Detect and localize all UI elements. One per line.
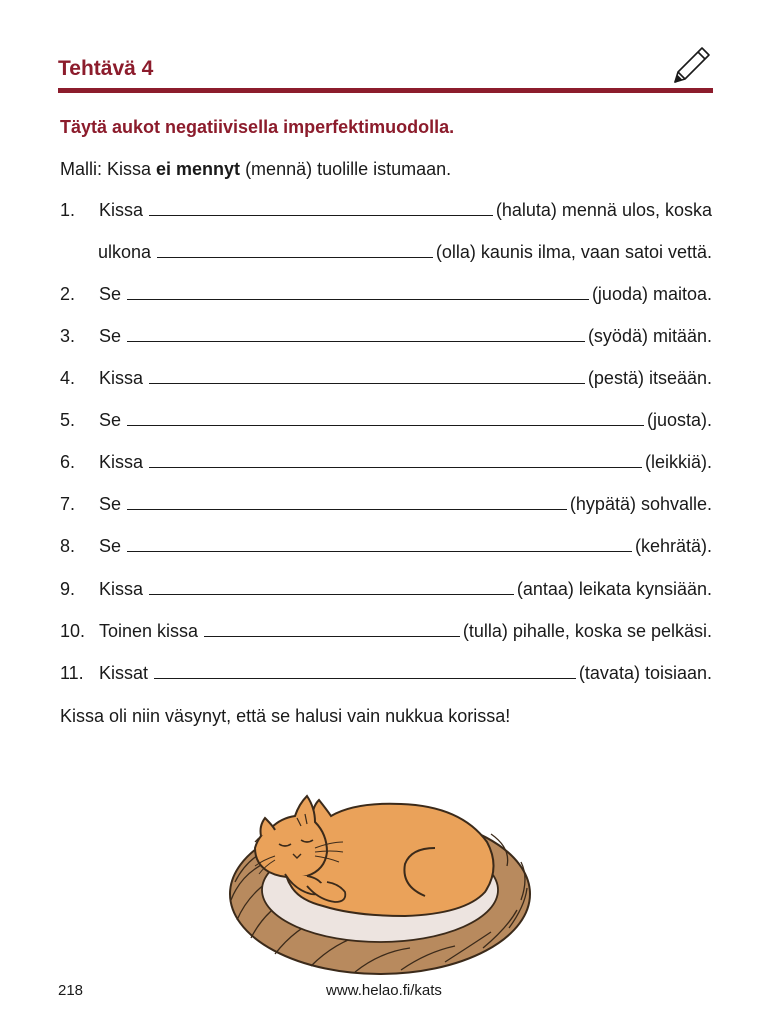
exercise-verb-hint: (antaa) leikata kynsiään. [516, 579, 712, 599]
answer-blank[interactable] [127, 411, 644, 426]
exercise-subject: Se [99, 494, 122, 514]
exercise-line [98, 242, 712, 268]
exercise-line [60, 536, 712, 562]
header-rule [58, 88, 713, 93]
exercise-line [60, 200, 712, 226]
exercise-number: 1. [60, 200, 76, 220]
answer-blank[interactable] [149, 201, 493, 216]
answer-blank[interactable] [149, 369, 585, 384]
exercise-header [58, 52, 713, 96]
exercise-sentence [99, 284, 712, 305]
answer-blank[interactable] [127, 285, 589, 300]
answer-blank[interactable] [204, 622, 460, 637]
conclusion-text: Kissa oli niin väsynyt, että se halusi vain nukkua korissa! [60, 706, 511, 726]
exercise-verb-hint: (tavata) toisiaan. [578, 663, 712, 683]
exercise-verb-hint: (tulla) pihalle, koska se pelkäsi. [462, 621, 712, 641]
answer-blank[interactable] [154, 664, 576, 679]
exercise-number: 9. [60, 579, 76, 599]
footer-url: www.helao.fi/kats [326, 982, 442, 999]
exercise-number: 3. [60, 326, 76, 346]
exercise-sentence [98, 242, 712, 263]
exercise-sentence [99, 200, 712, 221]
answer-blank[interactable] [157, 243, 433, 258]
exercise-number: 2. [60, 284, 76, 304]
exercise-verb-hint: (kehrätä). [634, 536, 712, 556]
exercise-number: 7. [60, 494, 76, 514]
exercise-title: Tehtävä 4 [58, 57, 154, 80]
exercise-subject: Se [99, 410, 122, 430]
exercise-sentence [99, 368, 712, 389]
exercise-line [60, 663, 712, 689]
exercise-number: 6. [60, 452, 76, 472]
exercise-verb-hint: (hypätä) sohvalle. [569, 494, 712, 514]
exercise-subject: Kissat [99, 663, 149, 683]
exercise-number: 8. [60, 536, 76, 556]
exercise-number: 4. [60, 368, 76, 388]
exercise-verb-hint: (olla) kaunis ilma, vaan satoi vettä. [435, 242, 712, 262]
example-prefix: Malli: Kissa [60, 159, 157, 179]
exercise-verb-hint: (haluta) mennä ulos, koska [495, 200, 712, 220]
exercise-subject: Toinen kissa [99, 621, 199, 641]
exercise-line [60, 579, 712, 605]
exercise-line [60, 368, 712, 394]
exercise-line [60, 284, 712, 310]
answer-blank[interactable] [149, 580, 514, 595]
exercise-subject: Se [99, 326, 122, 346]
exercise-sentence [99, 326, 712, 347]
exercise-sentence [99, 663, 712, 684]
sleeping-cat-in-basket-illustration [215, 782, 545, 982]
exercise-subject: ulkona [98, 242, 152, 262]
answer-blank[interactable] [127, 495, 567, 510]
exercise-subject: Kissa [99, 368, 144, 388]
exercise-verb-hint: (juoda) maitoa. [591, 284, 712, 304]
exercise-verb-hint: (leikkiä). [644, 452, 712, 472]
exercise-line [60, 494, 712, 520]
answer-blank[interactable] [127, 537, 632, 552]
exercise-sentence [99, 621, 712, 642]
example-suffix: (mennä) tuolille istumaan. [240, 159, 452, 179]
exercise-subject: Kissa [99, 579, 144, 599]
exercise-line [60, 326, 712, 352]
exercise-verb-hint: (juosta). [646, 410, 712, 430]
exercise-subject: Kissa [99, 452, 144, 472]
answer-blank[interactable] [127, 327, 585, 342]
exercise-sentence [99, 452, 712, 473]
exercise-subject: Kissa [99, 200, 144, 220]
instruction-text: Täytä aukot negatiivisella imperfektimuodolla. [60, 117, 455, 137]
exercise-sentence [99, 410, 712, 431]
example-sentence [60, 159, 451, 180]
exercise-number: 10. [60, 621, 86, 641]
pencil-icon [669, 44, 713, 88]
exercise-verb-hint: (syödä) mitään. [587, 326, 712, 346]
exercise-number: 5. [60, 410, 76, 430]
exercise-line [60, 452, 712, 478]
exercise-line [60, 621, 712, 647]
example-answer: ei mennyt [156, 159, 241, 179]
exercise-number: 11. [60, 663, 84, 683]
answer-blank[interactable] [149, 453, 642, 468]
exercise-subject: Se [99, 284, 122, 304]
exercise-sentence [99, 536, 712, 557]
exercise-subject: Se [99, 536, 122, 556]
page-number: 218 [58, 982, 84, 999]
exercise-line [60, 410, 712, 436]
exercise-sentence [99, 494, 712, 515]
exercise-verb-hint: (pestä) itseään. [587, 368, 712, 388]
exercise-sentence [99, 579, 712, 600]
